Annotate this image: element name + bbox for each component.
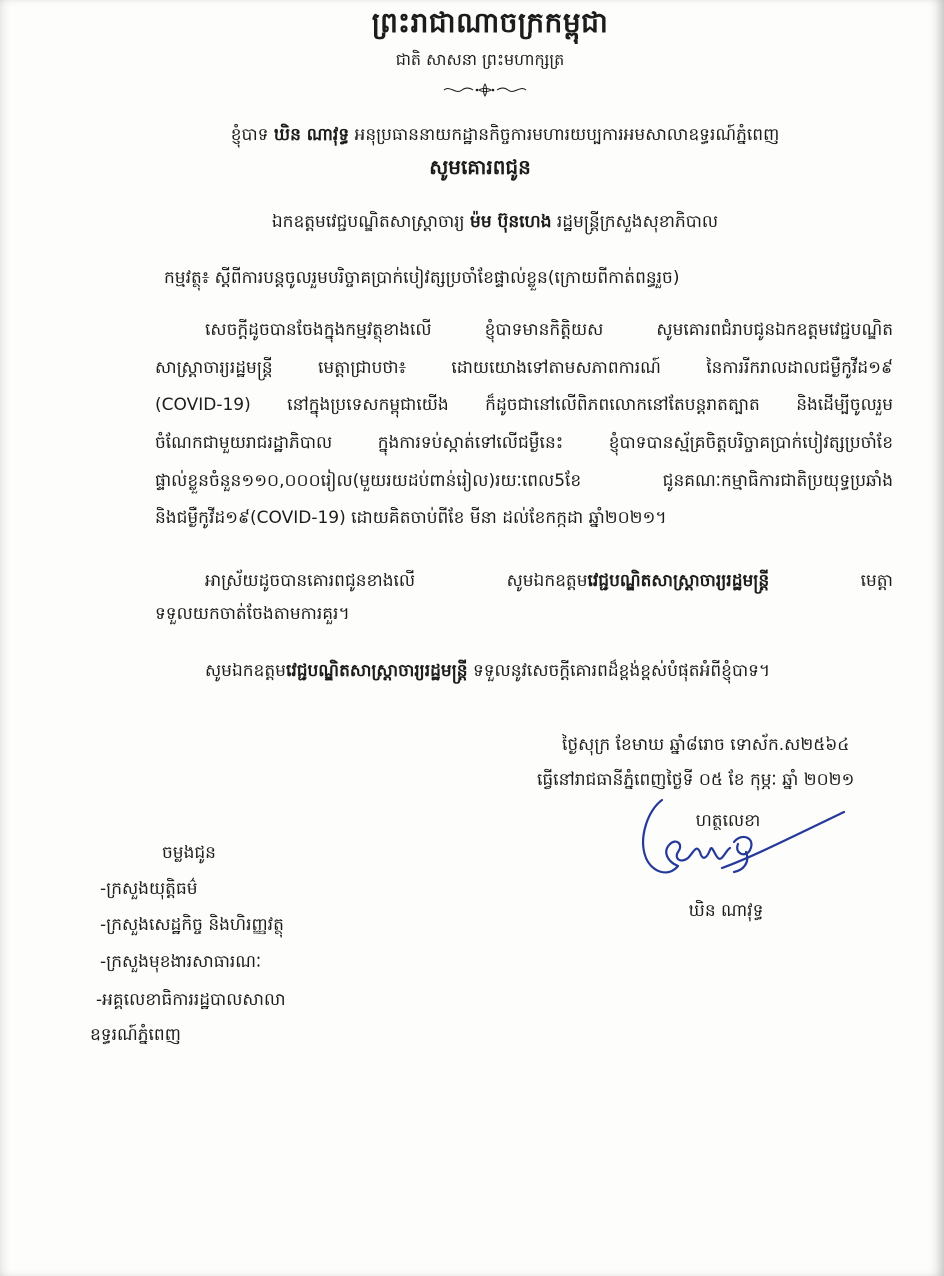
body-paragraph-1-line: សាស្ត្រាចារ្យរដ្ឋមន្ត្រី មេត្តាជ្រាបថា៖ ដោយយោងទៅតាមសភាពការណ៍ នៃការរីករាលដាលជម្ងឺកូវីដ១៩: [155, 358, 893, 378]
sender-title: អនុប្រធាននាយកដ្ឋានកិច្ចការមហារយប្បការអមសាលាឧទ្ធរណ៍ភ្នំពេញ: [354, 125, 780, 145]
body-paragraph-3-line: [205, 653, 905, 689]
subject-line: [164, 260, 804, 296]
body-paragraph-1-line: (COVID-19) នៅក្នុងប្រទេសកម្ពុជាយើង ក៏ដូចជានៅលើពិភពលោកនៅតែបន្តរាតត្បាត និងដើម្បីចូលរួម: [155, 395, 893, 415]
recipient-title: ឯកឧត្តមវេជ្ជបណ្ឌិតសាស្ត្រាចារ្យ: [271, 212, 465, 232]
place-and-date: ធ្វើនៅរាជធានីភ្នំពេញថ្ងៃទី ០៥ ខែ កុម្ភៈ ឆ្នាំ ២០២១: [537, 770, 855, 790]
paragraph-3-emphasis: វេជ្ជបណ្ឌិតសាស្ត្រាចារ្យរដ្ឋមន្ត្រី: [285, 661, 468, 681]
sender-name: ឃិន ណាវុទ្ធ: [273, 125, 350, 145]
paragraph-2-text: មេត្តា: [860, 571, 893, 591]
paragraph-2-emphasis: វេជ្ជបណ្ឌិតសាស្ត្រាចារ្យរដ្ឋមន្ត្រី: [587, 571, 770, 591]
recipient-position: រដ្ឋមន្ត្រីក្រសួងសុខាភិបាល: [556, 212, 719, 232]
copies-list-item: -ក្រសួងយុត្តិធម៌: [100, 879, 198, 899]
body-paragraph-1-line: និងជម្ងឺកូវីដ១៩(COVID-19) ដោយគិតចាប់ពីខែ មីនា ដល់ខែកក្កដា ឆ្នាំ២០២១។: [155, 508, 667, 528]
paragraph-3-text: ទទួលនូវសេចក្តីគោរពដ៏ខ្ពង់ខ្ពស់បំផុតអំពីខ្ញុំបាទ។: [472, 661, 771, 681]
salutation: សូមគោរពជូន: [429, 155, 531, 179]
body-paragraph-2-line: ទទួលយកចាត់ចែងតាមការគួរ។: [155, 604, 350, 624]
paragraph-2-text: អាស្រ័យដូចបានគោរពជូនខាងលើ សូមឯកឧត្តម: [205, 571, 588, 591]
handwritten-signature-icon: [618, 792, 850, 892]
signature-caption: ហត្ថលេខា: [695, 811, 761, 831]
body-paragraph-1-line: ចំណែកជាមួយរាជរដ្ឋាភិបាល ក្នុងការទប់ស្កាត់ទៅលើជម្ងឺនេះ ខ្ញុំបាទបានស្ម័គ្រចិត្តបរិច្ចាគប្រាក់បៀវត្សប្រចាំខែ: [155, 433, 893, 453]
signatory-name: ឃិន ណាវុទ្ធ: [688, 901, 764, 921]
lunar-date: ថ្ងៃសុក្រ ខែមាឃ ឆ្នាំ៨រោច ទោស័ក.ស២៥៦៤: [562, 735, 850, 755]
copies-heading: ចម្លងជូន: [162, 843, 216, 863]
copies-list-item: -ក្រសួងសេដ្ឋកិច្ច និងហិរញ្ញវត្ថុ: [100, 915, 284, 935]
paragraph-3-text: សូមឯកឧត្តម: [205, 661, 286, 681]
national-motto: ជាតិ សាសនា ព្រះមហាក្សត្រ: [395, 50, 565, 69]
subject-text: ស្តីពីការបន្តចូលរួមបរិច្ចាគប្រាក់បៀវត្សប្រចាំខែផ្ទាល់ខ្លួន(ក្រោយពីកាត់ពន្ធរួច): [214, 268, 680, 288]
subject-label: កម្មវត្ថុ៖: [164, 268, 210, 288]
decorative-flourish-icon: [440, 82, 530, 98]
recipient-name: ម៉ម ប៊ុនហេង: [470, 212, 552, 232]
copies-list-item: ឧទ្ធរណ៍ភ្នំពេញ: [90, 1025, 181, 1045]
sender-prefix: ខ្ញុំបាទ: [230, 125, 269, 145]
recipient-line: [200, 204, 790, 240]
body-paragraph-1-line: សេចក្តីដូចបានចែងក្នុងកម្មវត្ថុខាងលើ ខ្ញុំបាទមានកិត្តិយស សូមគោរពជំរាបជូនឯកឧត្តមវេជ្ជបណ្ឌិត: [205, 320, 893, 340]
kingdom-heading: ព្រះរាជាណាចក្រកម្ពុជា: [371, 6, 609, 39]
sender-line: [180, 117, 830, 153]
body-paragraph-1-line: ផ្ទាល់ខ្លួនចំនួន១១០,០០០រៀល(មួយរយដប់ពាន់រៀល)រយៈពេល5ខែ ជូនគណៈកម្មាធិការជាតិប្រយុទ្ធប្រឆាំង: [155, 471, 893, 491]
copies-list-item: -អគ្គលេខាធិការរដ្ឋបាលសាលា: [96, 990, 286, 1010]
copies-list-item: -ក្រសួងមុខងារសាធារណៈ: [100, 952, 262, 972]
body-paragraph-2-line: [205, 563, 893, 599]
